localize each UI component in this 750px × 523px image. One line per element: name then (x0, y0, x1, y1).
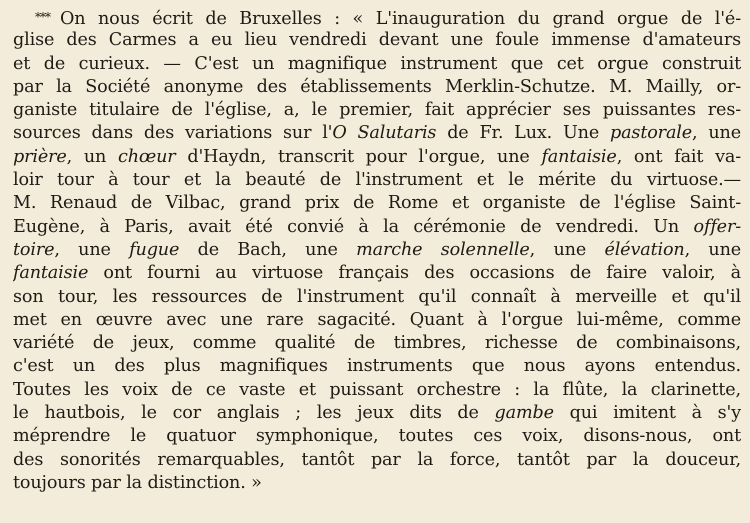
italic-text-segment: fugue (129, 239, 180, 260)
text-segment: son tour, les ressources de l'instrument qu'il connaît à merveille et qu'il (13, 286, 741, 307)
text-line (13, 449, 741, 472)
text-segment: sources dans des variations sur l' (13, 123, 333, 144)
text-segment: par la Société anonyme des établissements Merklin-Schutze. M. Mailly, or- (13, 76, 741, 97)
text-segment: Toutes les voix de ce vaste et puissant orchestre : la flûte, la clarinette, (13, 379, 741, 400)
text-line (13, 6, 741, 29)
text-line (13, 192, 741, 215)
text-segment: ganiste titulaire de l'église, a, le premier, fait apprécier ses puissantes res- (13, 100, 741, 121)
text-segment: ont fourni au virtuose français des occasions de faire valoir, à (88, 263, 741, 284)
text-segment: M. Renaud de Vilbac, grand prix de Rome et organiste de l'église Saint- (13, 193, 741, 214)
article-text (13, 6, 741, 495)
italic-text-segment: offer- (693, 216, 741, 237)
text-segment: d'Haydn, transcrit pour l'orgue, une (175, 146, 542, 167)
text-segment: de Fr. Lux. Une (436, 123, 610, 144)
text-segment: méprendre le quatuor symphonique, toutes ces voix, disons-nous, ont (13, 426, 741, 447)
text-line (13, 53, 741, 76)
text-segment: et de curieux. — C'est un magnifique instrument que cet orgue construit (13, 53, 741, 74)
text-segment: des sonorités remarquables, tantôt par la force, tantôt par la douceur, (13, 449, 741, 470)
text-line (13, 76, 741, 99)
text-line (13, 29, 741, 52)
text-line (13, 169, 741, 192)
italic-text-segment: marche solennelle (356, 239, 530, 260)
text-line (13, 472, 741, 495)
text-line (13, 239, 741, 262)
italic-text-segment: pastorale (609, 123, 693, 144)
text-segment: loir tour à tour et la beauté de l'instrument et le mérite du virtuose.— (13, 170, 741, 191)
text-line (13, 309, 741, 332)
text-segment: de Bach, une (179, 239, 357, 260)
text-segment: c'est un des plus magnifiques instruments que nous ayons entendus. (13, 356, 741, 377)
text-line (13, 286, 741, 309)
italic-text-segment: chœur (117, 146, 176, 167)
italic-text-segment: fantaisie (13, 263, 89, 284)
text-segment: variété de jeux, comme qualité de timbres, richesse de combinaisons, (13, 333, 741, 354)
text-segment: glise des Carmes a eu lieu vendredi devant une foule immense d'amateurs (13, 30, 741, 51)
text-segment: , une (684, 239, 741, 260)
text-segment: , un (66, 146, 118, 167)
text-segment: le hautbois, le cor anglais ; les jeux dits de (13, 403, 495, 424)
text-segment: Eugène, à Paris, avait été convié à la cérémonie de vendredi. Un (13, 216, 694, 237)
text-segment: toujours par la distinction. » (13, 472, 262, 493)
asterism-mark: *** (35, 10, 60, 24)
text-line (13, 262, 741, 285)
text-segment: On nous écrit de Bruxelles : « L'inauguration du grand orgue de l'é- (59, 9, 741, 29)
text-line (13, 332, 741, 355)
text-segment: met en œuvre avec une rare sagacité. Quant à l'orgue lui-même, comme (13, 309, 741, 330)
text-line (13, 402, 741, 425)
text-segment: , une (529, 239, 605, 260)
text-line (13, 355, 741, 378)
italic-text-segment: toire (13, 239, 55, 260)
text-line (13, 122, 741, 145)
text-segment: , une (54, 239, 130, 260)
text-segment: , une (692, 123, 741, 144)
italic-text-segment: O Salutaris (332, 123, 437, 144)
text-line (13, 146, 741, 169)
italic-text-segment: élévation (604, 239, 685, 260)
text-line (13, 379, 741, 402)
text-segment: , ont fait va- (616, 146, 741, 167)
italic-text-segment: gambe (494, 403, 554, 424)
text-segment: qui imitent à s'y (553, 403, 741, 424)
text-line (13, 99, 741, 122)
italic-text-segment: fantaisie (541, 146, 617, 167)
italic-text-segment: prière (13, 146, 67, 167)
text-line (13, 425, 741, 448)
text-line (13, 216, 741, 239)
